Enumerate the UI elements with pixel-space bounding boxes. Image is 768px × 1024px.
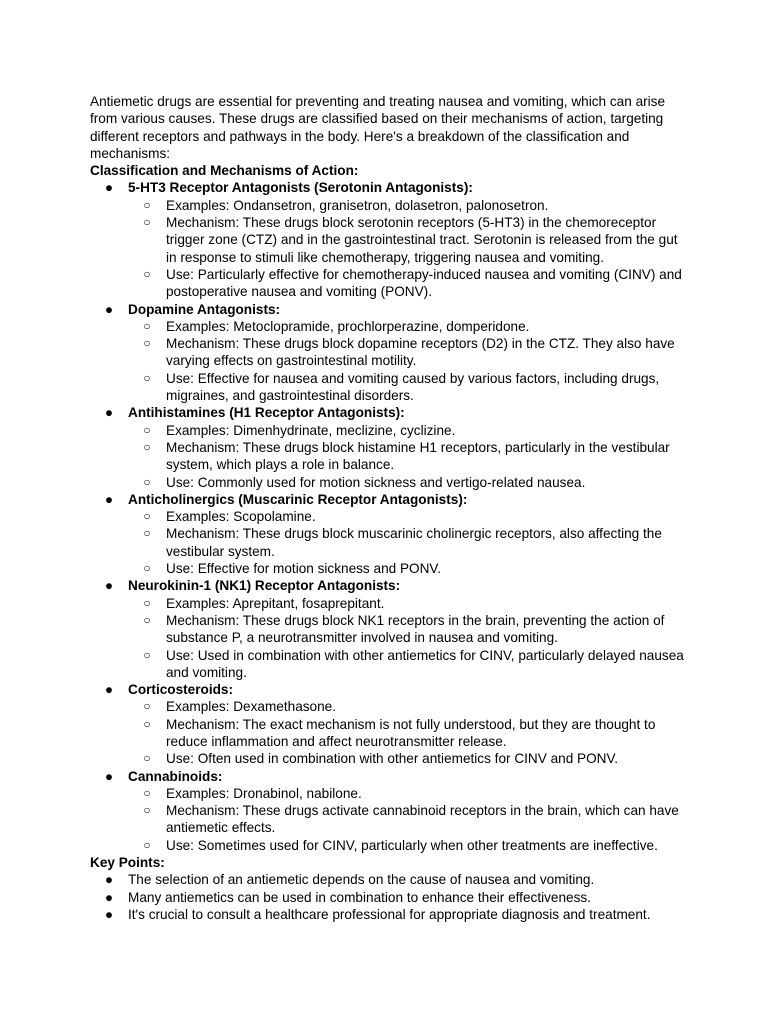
sub-bullet-icon: ○: [143, 474, 151, 489]
key-point-item: [90, 871, 690, 888]
sub-bullet-icon: ○: [143, 509, 151, 524]
detail-item: [128, 439, 690, 474]
detail-text: Mechanism: These drugs block dopamine receptors (D2) in the CTZ. They also have varying effects on gastrointestinal motility.: [166, 336, 675, 369]
detail-text: Use: Particularly effective for chemotherapy-induced nausea and vomiting (CINV) and postoperative nausea and vomiting (PONV).: [166, 266, 682, 300]
sub-bullet-icon: ○: [143, 595, 151, 610]
detail-text: Examples: Scopolamine.: [166, 509, 316, 525]
bullet-icon: ●: [104, 180, 114, 196]
bullet-icon: ●: [104, 682, 114, 698]
detail-item: [128, 214, 690, 266]
sub-bullet-icon: ○: [143, 215, 151, 230]
category-title: Neurokinin-1 (NK1) Receptor Antagonists:: [128, 578, 401, 594]
sub-bullet-icon: ○: [143, 612, 151, 627]
detail-item: [128, 422, 690, 439]
detail-text: Mechanism: The exact mechanism is not fully understood, but they are thought to reduce inflammation and affect neurotransmitter release.: [166, 716, 656, 749]
detail-item: [128, 197, 690, 214]
detail-text: Mechanism: These drugs block muscarinic cholinergic receptors, also affecting the vestibular system.: [166, 526, 662, 559]
bullet-icon: ●: [104, 301, 114, 317]
sub-bullet-icon: ○: [143, 370, 151, 385]
category-title: Dopamine Antagonists:: [128, 301, 281, 317]
detail-item: [128, 802, 690, 837]
detail-text: Mechanism: These drugs activate cannabinoid receptors in the brain, which can have antiemetic effects.: [166, 803, 679, 836]
detail-item: [128, 508, 690, 525]
sub-bullet-icon: ○: [143, 526, 151, 541]
detail-text: Mechanism: These drugs block histamine H1 receptors, particularly in the vestibular system, which plays a role in balance.: [166, 439, 670, 473]
detail-text: Mechanism: These drugs block NK1 receptors in the brain, preventing the action of substance P, a neurotransmitter involved in nausea and vomiting.: [166, 612, 665, 646]
key-point-text: It's crucial to consult a healthcare professional for appropriate diagnosis and treatment.: [128, 906, 651, 922]
category-list: [90, 179, 690, 854]
detail-item: [128, 266, 690, 301]
category-item: [90, 179, 690, 300]
bullet-icon: ●: [104, 906, 114, 922]
sub-bullet-icon: ○: [143, 422, 151, 437]
detail-text: Use: Often used in combination with other antiemetics for CINV and PONV.: [166, 751, 619, 767]
category-item: [90, 768, 690, 854]
detail-item: [128, 595, 690, 612]
detail-item: [128, 525, 690, 560]
detail-text: Use: Effective for motion sickness and PONV.: [166, 561, 442, 577]
detail-text: Examples: Dexamethasone.: [166, 699, 337, 715]
document-page: [90, 93, 690, 923]
sub-bullet-icon: ○: [143, 785, 151, 800]
sub-bullet-icon: ○: [143, 699, 151, 714]
key-points-list: [90, 871, 690, 923]
detail-text: Examples: Dimenhydrinate, meclizine, cyclizine.: [166, 422, 456, 438]
detail-item: [128, 716, 690, 751]
detail-item: [128, 785, 690, 802]
detail-item: [128, 647, 690, 682]
category-item: [90, 681, 690, 767]
detail-text: Examples: Aprepitant, fosaprepitant.: [166, 595, 385, 611]
detail-text: Use: Effective for nausea and vomiting caused by various factors, including drugs, migraines, and gastrointestinal disorders.: [166, 370, 660, 404]
category-item: [90, 404, 690, 490]
detail-item: [128, 698, 690, 715]
key-point-text: The selection of an antiemetic depends on the cause of nausea and vomiting.: [128, 872, 595, 888]
sub-bullet-icon: ○: [143, 197, 151, 212]
sub-bullet-icon: ○: [143, 266, 151, 281]
detail-text: Examples: Metoclopramide, prochlorperazine, domperidone.: [166, 318, 530, 334]
detail-item: [128, 318, 690, 335]
detail-text: Mechanism: These drugs block serotonin receptors (5-HT3) in the chemoreceptor trigger zone (CTZ) and in the gastrointestinal tract. Serotonin is released from the gut in response to stimuli like chemotherapy, triggering nausea and vomiting.: [166, 215, 678, 265]
bullet-icon: ●: [104, 889, 114, 905]
category-title: Anticholinergics (Muscarinic Receptor Antagonists):: [128, 491, 468, 507]
category-item: [90, 301, 690, 405]
intro-paragraph: Antiemetic drugs are essential for preventing and treating nausea and vomiting, which can arise from various causes. These drugs are classified based on their mechanisms of action, targeting different receptors and pathways in the body. Here's a breakdown of the classification and mechanisms:: [90, 94, 666, 161]
detail-item: [128, 474, 690, 491]
category-details: [128, 508, 690, 577]
sub-bullet-icon: ○: [143, 751, 151, 766]
category-details: [128, 785, 690, 854]
key-point-text: Many antiemetics can be used in combination to enhance their effectiveness.: [128, 889, 591, 905]
sub-bullet-icon: ○: [143, 837, 151, 852]
bullet-icon: ●: [104, 872, 114, 888]
bullet-icon: ●: [104, 578, 114, 594]
category-title: 5-HT3 Receptor Antagonists (Serotonin Antagonists):: [128, 180, 473, 196]
category-details: [128, 422, 690, 491]
key-point-item: [90, 889, 690, 906]
bullet-icon: ●: [104, 768, 114, 784]
category-title: Cannabinoids:: [128, 768, 223, 784]
key-point-item: [90, 906, 690, 923]
detail-item: [128, 612, 690, 647]
detail-item: [128, 370, 690, 405]
key-points-heading: Key Points:: [90, 855, 165, 871]
sub-bullet-icon: ○: [143, 439, 151, 454]
sub-bullet-icon: ○: [143, 647, 151, 662]
classification-heading: Classification and Mechanisms of Action:: [90, 163, 359, 179]
category-details: [128, 595, 690, 681]
category-title: Antihistamines (H1 Receptor Antagonists):: [128, 405, 405, 421]
detail-item: [128, 837, 690, 854]
detail-text: Examples: Dronabinol, nabilone.: [166, 785, 362, 801]
category-details: [128, 197, 690, 301]
bullet-icon: ●: [104, 491, 114, 507]
detail-item: [128, 560, 690, 577]
detail-text: Use: Sometimes used for CINV, particularly when other treatments are ineffective.: [166, 837, 658, 853]
sub-bullet-icon: ○: [143, 318, 151, 333]
detail-text: Use: Commonly used for motion sickness and vertigo-related nausea.: [166, 474, 586, 490]
sub-bullet-icon: ○: [143, 803, 151, 818]
category-details: [128, 698, 690, 767]
category-title: Corticosteroids:: [128, 682, 233, 698]
category-details: [128, 318, 690, 404]
detail-item: [128, 335, 690, 370]
sub-bullet-icon: ○: [143, 561, 151, 576]
detail-text: Examples: Ondansetron, granisetron, dolasetron, palonosetron.: [166, 197, 549, 213]
category-item: [90, 577, 690, 681]
detail-text: Use: Used in combination with other antiemetics for CINV, particularly delayed nausea and vomiting.: [166, 647, 684, 680]
category-item: [90, 491, 690, 577]
sub-bullet-icon: ○: [143, 336, 151, 351]
detail-item: [128, 750, 690, 767]
bullet-icon: ●: [104, 405, 114, 421]
sub-bullet-icon: ○: [143, 716, 151, 731]
